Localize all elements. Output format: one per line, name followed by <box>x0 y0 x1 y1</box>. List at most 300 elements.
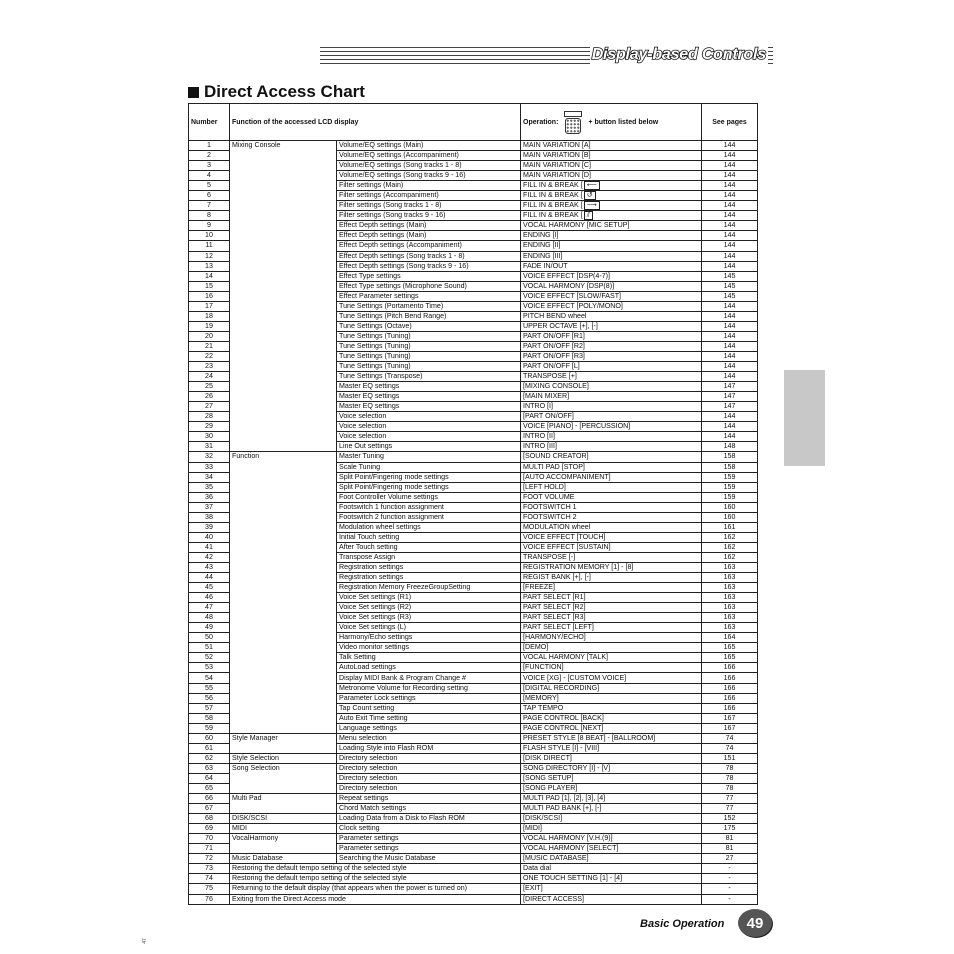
direct-access-table <box>188 103 758 905</box>
table-row <box>189 191 758 201</box>
row-see-pages: 159 <box>702 492 758 502</box>
row-operation: PART SELECT [R3] <box>521 613 702 623</box>
row-function: Modulation wheel settings <box>337 522 521 532</box>
row-group <box>230 804 337 814</box>
row-function: Voice selection <box>337 432 521 442</box>
row-function: Display MIDI Bank & Program Change # <box>337 673 521 683</box>
table-row <box>189 472 758 482</box>
row-see-pages: 163 <box>702 573 758 583</box>
row-group <box>230 301 337 311</box>
row-see-pages: 144 <box>702 341 758 351</box>
row-see-pages: 163 <box>702 583 758 593</box>
row-number: 38 <box>189 512 230 522</box>
row-function: Auto Exit Time setting <box>337 713 521 723</box>
row-see-pages: 161 <box>702 522 758 532</box>
row-operation: VOCAL HARMONY [DSP(8)] <box>521 281 702 291</box>
operation-text: FILL IN & BREAK [ <box>523 191 583 200</box>
row-function: Effect Type settings <box>337 271 521 281</box>
row-group <box>230 281 337 291</box>
row-see-pages: 144 <box>702 141 758 151</box>
row-function: Registration settings <box>337 562 521 572</box>
row-group <box>230 442 337 452</box>
row-operation: MAIN VARIATION [D] <box>521 171 702 181</box>
header-function: Function of the accessed LCD display <box>230 104 521 141</box>
row-number: 42 <box>189 552 230 562</box>
row-operation: MAIN VARIATION [C] <box>521 161 702 171</box>
table-row <box>189 643 758 653</box>
row-function: Effect Depth settings (Main) <box>337 221 521 231</box>
row-group <box>230 593 337 603</box>
table-row <box>189 221 758 231</box>
row-function: AutoLoad settings <box>337 663 521 673</box>
table-row <box>189 452 758 462</box>
row-group <box>230 703 337 713</box>
row-operation: UPPER OCTAVE [+], [-] <box>521 321 702 331</box>
row-operation <box>521 201 702 211</box>
row-number: 62 <box>189 753 230 763</box>
table-row <box>189 683 758 693</box>
row-operation: [HARMONY/ECHO] <box>521 633 702 643</box>
row-function: Clock setting <box>337 824 521 834</box>
row-number: 12 <box>189 251 230 261</box>
row-function: Directory selection <box>337 784 521 794</box>
row-see-pages: 147 <box>702 392 758 402</box>
row-group <box>230 271 337 281</box>
row-see-pages: 145 <box>702 281 758 291</box>
row-number: 75 <box>189 884 230 894</box>
table-row <box>189 703 758 713</box>
row-number: 4 <box>189 171 230 181</box>
row-see-pages: 163 <box>702 613 758 623</box>
row-number: 18 <box>189 311 230 321</box>
table-row <box>189 422 758 432</box>
table-row <box>189 482 758 492</box>
row-function: Loading Style into Flash ROM <box>337 743 521 753</box>
row-function: Master Tuning <box>337 452 521 462</box>
row-number: 29 <box>189 422 230 432</box>
row-see-pages: 148 <box>702 442 758 452</box>
row-number: 31 <box>189 442 230 452</box>
row-group <box>230 171 337 181</box>
table-row <box>189 351 758 361</box>
row-number: 72 <box>189 854 230 864</box>
row-number: 64 <box>189 773 230 783</box>
row-group <box>230 311 337 321</box>
row-see-pages: 74 <box>702 733 758 743</box>
table-row <box>189 311 758 321</box>
row-see-pages: 158 <box>702 452 758 462</box>
row-operation: PART ON/OFF [R2] <box>521 341 702 351</box>
table-row <box>189 784 758 794</box>
row-group <box>230 583 337 593</box>
row-group <box>230 522 337 532</box>
table-row <box>189 261 758 271</box>
row-operation: FADE IN/OUT <box>521 261 702 271</box>
row-see-pages: 147 <box>702 382 758 392</box>
row-group <box>230 844 337 854</box>
table-row <box>189 462 758 472</box>
row-number: 66 <box>189 794 230 804</box>
row-function: Master EQ settings <box>337 402 521 412</box>
row-group <box>230 321 337 331</box>
row-see-pages: 144 <box>702 221 758 231</box>
table-row <box>189 673 758 683</box>
row-function: Tune Settings (Pitch Bend Range) <box>337 311 521 321</box>
row-number: 45 <box>189 583 230 593</box>
row-see-pages: 144 <box>702 151 758 161</box>
row-number: 22 <box>189 351 230 361</box>
table-row <box>189 141 758 151</box>
row-number: 57 <box>189 703 230 713</box>
row-group <box>230 372 337 382</box>
row-number: 67 <box>189 804 230 814</box>
row-group <box>230 362 337 372</box>
row-function: Volume/EQ settings (Song tracks 1 - 8) <box>337 161 521 171</box>
table-row <box>189 201 758 211</box>
table-row <box>189 291 758 301</box>
row-number: 37 <box>189 502 230 512</box>
row-operation: TRANSPOSE [-] <box>521 552 702 562</box>
row-group <box>230 573 337 583</box>
row-function: Restoring the default tempo setting of the selected style <box>230 874 521 884</box>
row-group <box>230 653 337 663</box>
row-number: 24 <box>189 372 230 382</box>
row-group <box>230 492 337 502</box>
row-see-pages: - <box>702 884 758 894</box>
row-operation: VOICE [PIANO] - [PERCUSSION] <box>521 422 702 432</box>
row-see-pages: 144 <box>702 251 758 261</box>
row-see-pages: 166 <box>702 703 758 713</box>
row-number: 15 <box>189 281 230 291</box>
table-row <box>189 251 758 261</box>
fill-in-symbol-icon: ⟶ <box>584 201 600 210</box>
header-see-pages: See pages <box>702 104 758 141</box>
row-number: 3 <box>189 161 230 171</box>
row-operation: ENDING [I] <box>521 231 702 241</box>
fill-in-symbol-icon: ⫽ <box>584 211 593 220</box>
row-operation: [DISK/SCSI] <box>521 814 702 824</box>
row-function: Loading Data from a Disk to Flash ROM <box>337 814 521 824</box>
table-row <box>189 653 758 663</box>
row-see-pages: 74 <box>702 743 758 753</box>
row-number: 19 <box>189 321 230 331</box>
row-see-pages: 162 <box>702 532 758 542</box>
row-function: After Touch setting <box>337 542 521 552</box>
row-function: Effect Parameter settings <box>337 291 521 301</box>
row-see-pages: 175 <box>702 824 758 834</box>
row-function: Talk Setting <box>337 653 521 663</box>
row-operation: PART ON/OFF [R3] <box>521 351 702 361</box>
footer-section-label: Basic Operation <box>640 918 725 930</box>
row-function: Footswitch 2 function assignment <box>337 512 521 522</box>
row-see-pages: 158 <box>702 462 758 472</box>
row-function: Master EQ settings <box>337 392 521 402</box>
row-function: Registration Memory FreezeGroupSetting <box>337 583 521 593</box>
table-row <box>189 773 758 783</box>
row-function: Filter settings (Main) <box>337 181 521 191</box>
row-see-pages: 163 <box>702 623 758 633</box>
row-group <box>230 603 337 613</box>
table-row <box>189 593 758 603</box>
row-operation: VOICE EFFECT [SLOW/FAST] <box>521 291 702 301</box>
row-group <box>230 462 337 472</box>
row-see-pages: 144 <box>702 231 758 241</box>
row-group <box>230 472 337 482</box>
table-row <box>189 562 758 572</box>
row-function: Voice selection <box>337 412 521 422</box>
row-operation: [AUTO ACCOMPANIMENT] <box>521 472 702 482</box>
table-row <box>189 321 758 331</box>
row-group: Function <box>230 452 337 462</box>
row-see-pages: 77 <box>702 804 758 814</box>
row-operation: SONG DIRECTORY [I] - [V] <box>521 763 702 773</box>
table-row <box>189 573 758 583</box>
row-group: Multi Pad <box>230 794 337 804</box>
row-operation: INTRO [I] <box>521 402 702 412</box>
row-function: Tune Settings (Portamento Time) <box>337 301 521 311</box>
table-row <box>189 382 758 392</box>
row-group <box>230 181 337 191</box>
row-number: 1 <box>189 141 230 151</box>
row-number: 35 <box>189 482 230 492</box>
row-operation: TRANSPOSE [+] <box>521 372 702 382</box>
table-row <box>189 603 758 613</box>
row-see-pages: - <box>702 874 758 884</box>
row-operation: PRESET STYLE [8 BEAT] - [BALLROOM] <box>521 733 702 743</box>
row-operation: Data dial <box>521 864 702 874</box>
row-number: 41 <box>189 542 230 552</box>
table-row <box>189 753 758 763</box>
row-function: Filter settings (Song tracks 1 - 8) <box>337 201 521 211</box>
row-number: 39 <box>189 522 230 532</box>
row-function: Split Point/Fingering mode settings <box>337 472 521 482</box>
table-row <box>189 894 758 904</box>
row-function: Voice selection <box>337 422 521 432</box>
table-row <box>189 532 758 542</box>
row-group <box>230 412 337 422</box>
row-function: Metronome Volume for Recording setting <box>337 683 521 693</box>
row-operation: [MAIN MIXER] <box>521 392 702 402</box>
row-function: Filter settings (Accompaniment) <box>337 191 521 201</box>
row-function: Effect Depth settings (Accompaniment) <box>337 241 521 251</box>
row-group <box>230 562 337 572</box>
row-operation: MULTI PAD [1], [2], [3], [4] <box>521 794 702 804</box>
row-group <box>230 341 337 351</box>
row-number: 7 <box>189 201 230 211</box>
row-number: 14 <box>189 271 230 281</box>
row-function: Returning to the default display (that appears when the power is turned on) <box>230 884 521 894</box>
row-operation: [DEMO] <box>521 643 702 653</box>
row-see-pages: 167 <box>702 713 758 723</box>
row-operation: ONE TOUCH SETTING [1] - [4] <box>521 874 702 884</box>
row-number: 56 <box>189 693 230 703</box>
row-see-pages: 166 <box>702 663 758 673</box>
row-function: Voice Set settings (L) <box>337 623 521 633</box>
row-number: 9 <box>189 221 230 231</box>
table-row <box>189 613 758 623</box>
row-group <box>230 713 337 723</box>
row-operation: VOCAL HARMONY [V.H.(9)] <box>521 834 702 844</box>
row-group <box>230 643 337 653</box>
row-number: 25 <box>189 382 230 392</box>
row-see-pages: 78 <box>702 763 758 773</box>
table-row <box>189 231 758 241</box>
row-operation: PART SELECT [LEFT] <box>521 623 702 633</box>
fill-in-symbol-icon: ⟵ <box>584 181 600 190</box>
row-number: 10 <box>189 231 230 241</box>
table-row <box>189 372 758 382</box>
row-see-pages: 144 <box>702 201 758 211</box>
row-number: 32 <box>189 452 230 462</box>
row-see-pages: 162 <box>702 542 758 552</box>
row-operation: MODULATION wheel <box>521 522 702 532</box>
row-function: Tune Settings (Octave) <box>337 321 521 331</box>
table-row <box>189 151 758 161</box>
row-function: Effect Depth settings (Song tracks 9 - 16) <box>337 261 521 271</box>
row-operation: [DIGITAL RECORDING] <box>521 683 702 693</box>
table-row <box>189 362 758 372</box>
row-see-pages: 165 <box>702 653 758 663</box>
page-number-badge: 49 <box>738 909 772 937</box>
row-operation: [MEMORY] <box>521 693 702 703</box>
table-row <box>189 181 758 191</box>
table-row <box>189 522 758 532</box>
row-number: 52 <box>189 653 230 663</box>
row-function: Tune Settings (Transpose) <box>337 372 521 382</box>
row-group <box>230 151 337 161</box>
header-operation <box>521 104 702 141</box>
row-number: 51 <box>189 643 230 653</box>
section-title <box>188 82 365 102</box>
row-function: Menu selection <box>337 733 521 743</box>
row-see-pages: 144 <box>702 432 758 442</box>
row-see-pages: 144 <box>702 351 758 361</box>
row-operation: [FREEZE] <box>521 583 702 593</box>
row-group <box>230 291 337 301</box>
row-operation: VOCAL HARMONY [TALK] <box>521 653 702 663</box>
row-group <box>230 532 337 542</box>
row-number: 40 <box>189 532 230 542</box>
table-row <box>189 884 758 894</box>
row-operation <box>521 211 702 221</box>
row-operation: PART ON/OFF [R1] <box>521 331 702 341</box>
row-function: Registration settings <box>337 573 521 583</box>
row-number: 47 <box>189 603 230 613</box>
operation-suffix: + button listed below <box>588 118 659 126</box>
row-number: 60 <box>189 733 230 743</box>
row-operation: VOCAL HARMONY [SELECT] <box>521 844 702 854</box>
tiny-page-number: 47 <box>141 938 148 944</box>
header-number: Number <box>189 104 230 141</box>
row-see-pages: 159 <box>702 472 758 482</box>
row-number: 44 <box>189 573 230 583</box>
row-function: Volume/EQ settings (Song tracks 9 - 16) <box>337 171 521 181</box>
table-row <box>189 854 758 864</box>
operation-prefix: Operation: <box>523 118 559 126</box>
row-operation: PAGE CONTROL [BACK] <box>521 713 702 723</box>
row-operation: [PART ON/OFF] <box>521 412 702 422</box>
operation-text: FILL IN & BREAK [ <box>523 201 583 210</box>
row-see-pages: 77 <box>702 794 758 804</box>
row-see-pages: 144 <box>702 412 758 422</box>
row-function: Tap Count setting <box>337 703 521 713</box>
row-group <box>230 683 337 693</box>
row-see-pages: 144 <box>702 211 758 221</box>
row-function: Tune Settings (Tuning) <box>337 351 521 361</box>
row-function: Effect Depth settings (Song tracks 1 - 8) <box>337 251 521 261</box>
row-function: Effect Depth settings (Main) <box>337 231 521 241</box>
row-operation: FOOTSWITCH 2 <box>521 512 702 522</box>
row-number: 43 <box>189 562 230 572</box>
table-row <box>189 804 758 814</box>
row-operation: FLASH STYLE [I] - [VIII] <box>521 743 702 753</box>
row-function: Line Out settings <box>337 442 521 452</box>
row-see-pages: 151 <box>702 753 758 763</box>
row-operation: [MIDI] <box>521 824 702 834</box>
row-group <box>230 251 337 261</box>
row-see-pages: 27 <box>702 854 758 864</box>
row-see-pages: 144 <box>702 301 758 311</box>
row-group <box>230 261 337 271</box>
row-number: 73 <box>189 864 230 874</box>
table-row <box>189 743 758 753</box>
operation-text: FILL IN & BREAK [ <box>523 181 583 190</box>
row-group <box>230 502 337 512</box>
table-row <box>189 794 758 804</box>
table-row <box>189 814 758 824</box>
row-function: Parameter Lock settings <box>337 693 521 703</box>
row-function: Footswitch 1 function assignment <box>337 502 521 512</box>
row-number: 71 <box>189 844 230 854</box>
row-number: 11 <box>189 241 230 251</box>
row-group: DISK/SCSI <box>230 814 337 824</box>
table-row <box>189 492 758 502</box>
row-function: Effect Type settings (Microphone Sound) <box>337 281 521 291</box>
row-group: MIDI <box>230 824 337 834</box>
row-function: Directory selection <box>337 753 521 763</box>
row-number: 30 <box>189 432 230 442</box>
section-title-text: Direct Access Chart <box>204 82 365 101</box>
table-row <box>189 502 758 512</box>
row-operation: FOOTSWITCH 1 <box>521 502 702 512</box>
row-number: 76 <box>189 894 230 904</box>
table-header-row <box>189 104 758 141</box>
table-row <box>189 301 758 311</box>
row-function: Split Point/Fingering mode settings <box>337 482 521 492</box>
row-group <box>230 402 337 412</box>
table-row <box>189 824 758 834</box>
row-operation: INTRO [III] <box>521 442 702 452</box>
table-row <box>189 633 758 643</box>
row-group: Mixing Console <box>230 141 337 151</box>
row-group <box>230 723 337 733</box>
table-row <box>189 412 758 422</box>
row-see-pages: 144 <box>702 181 758 191</box>
fill-in-symbol-icon: ↺ <box>584 191 596 200</box>
row-function: Tune Settings (Tuning) <box>337 331 521 341</box>
row-number: 33 <box>189 462 230 472</box>
row-see-pages: 163 <box>702 603 758 613</box>
row-operation: [MIXING CONSOLE] <box>521 382 702 392</box>
row-function: Searching the Music Database <box>337 854 521 864</box>
table-row <box>189 341 758 351</box>
row-operation: [DIRECT ACCESS] <box>521 894 702 904</box>
row-group <box>230 241 337 251</box>
table-row <box>189 432 758 442</box>
row-operation: VOICE EFFECT [DSP(4-7)] <box>521 271 702 281</box>
row-group: Song Selection <box>230 763 337 773</box>
row-operation: [FUNCTION] <box>521 663 702 673</box>
